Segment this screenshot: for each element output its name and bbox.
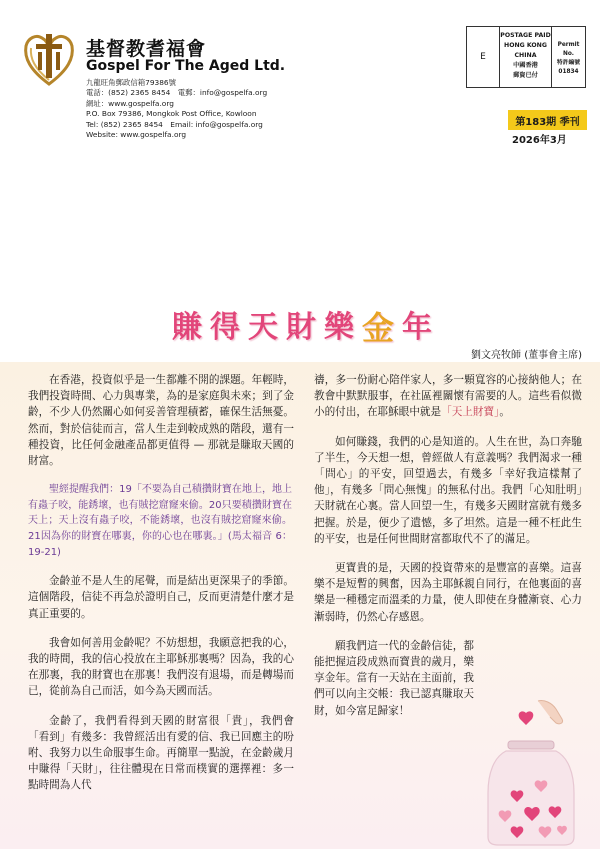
article-paragraph: 在香港，投資似乎是一生都離不開的課題。年輕時，我們投資時間、心力與專業，為的是家庭與未來；到了金齡，不少人仍然關心如何妥善管理積蓄，確保生活無憂。然而，對於信徒而言，當人生走到較成熟的階段，還有一種投資，比任何金融產品都更值得 — 那就是賺取天國的財富。 (28, 374, 294, 468)
organization-name-zh: 基督教耆福會 (86, 38, 207, 60)
heavenly-treasure-highlight: 「天上財寶」 (441, 406, 500, 419)
title-char: 得 (210, 310, 240, 345)
address-line: 九龍旺角郵政信箱79386號 (86, 78, 177, 87)
closing-paragraph: 願我們這一代的金齡信徒，都能把握這段成熟而寶貴的歲月，樂享金年。當有一天站在主面前，我們可以向主交帳：我已認真賺取天財，如今富足歸家！ (314, 639, 474, 717)
article-title (168, 304, 440, 346)
article-paragraph: 金齡並不是人生的尾聲，而是結出更深果子的季節。這個階段，信徒不再急於證明自己，反而更清楚什麼才是真正重要的。 (28, 575, 294, 620)
address-line: 電話：(852) 2365 8454 電郵：info@gospelfa.org (86, 88, 268, 98)
paragraph-text: 。 (499, 406, 510, 419)
article-paragraph (314, 372, 582, 421)
title-char: 年 (402, 310, 432, 345)
organization-name-en: Gospel For The Aged Ltd. (86, 58, 286, 74)
heart-jar-icon (478, 697, 580, 847)
article-column-right (314, 372, 582, 732)
scripture-quote: 聖經提醒我們：19「不要為自己積攢財寶在地上，地上有蟲子咬，能銹壞，也有賊挖窟窿來偷。20只要積攢財寶在天上；天上沒有蟲子咬，不能銹壞，也沒有賊挖窟窿來偷。21因為你的財寶在哪裏，你的心也在哪裏。」(馬太福音 6：19-21) (28, 484, 292, 558)
address-line: 網址：www.gospelfa.org (86, 98, 174, 108)
postage-line: HONG KONG (504, 42, 547, 49)
organization-logo-icon (22, 30, 76, 86)
address-line: Website: www.gospelfa.org (86, 130, 187, 140)
postage-paid-stamp (466, 26, 586, 88)
postage-line: 中國香港 (513, 62, 538, 69)
address-line: P.O. Box 79386, Mongkok Post Office, Kowloon (86, 109, 257, 119)
permit-line: 01834 (558, 69, 579, 75)
paragraph-text: 禱，多一份耐心陪伴家人，多一顆寬容的心接納他人；在教會中默默服事，在社區裡關懷有需要的人。這些看似微小的付出，在耶穌眼中就是 (314, 374, 582, 419)
postage-mark: E (467, 27, 500, 87)
postage-permit (552, 27, 585, 87)
article-paragraph: 我會如何善用金齡呢？不妨想想，我願意把我的心，我的時間，我的信心投放在主耶穌那裏嗎？因為，我的心在那裏，我的財寶也在那裏！我們沒有退場，而是轉場而已，從前為自己而活，如今為天國而活。 (28, 636, 294, 698)
title-char: 財 (286, 310, 316, 345)
title-char: 金 (362, 309, 395, 346)
article-paragraph: 更寶貴的是，天國的投資帶來的是豐富的喜樂。這喜樂不是短暫的興奮，因為主耶穌親自同行，在他裏面的喜樂是一種穩定而溫柔的力量，使人即使在身體漸衰、心力漸弱時，仍然心存感恩。 (314, 562, 582, 623)
postage-line: POSTAGE PAID (500, 32, 551, 39)
issue-number-badge: 第183期 季刊 (508, 110, 587, 130)
article-paragraph: 如何賺錢，我們的心是知道的。人生在世，為口奔馳了半生，今天想一想，曾經做人有意義嗎？我們渴求一種「問心」的平安，回望過去，有幾多「幸好我這樣幫了他」，有幾多「問心無愧」的無私付出。我們「心知肚明」天財就在心裏。當人回望一生，有幾多天國財富就有幾多把握。於是，便少了遺憾，多了坦然。這是一種不枉此生的平安，也是任何世間財富都取代不了的滿足。 (314, 435, 582, 545)
postage-paid-text (500, 27, 552, 87)
permit-line: Permit No. (557, 42, 580, 57)
issue-date: 2026年3月 (512, 135, 567, 146)
postage-line: 郵資已付 (513, 72, 538, 79)
postage-line: CHINA (514, 52, 537, 59)
title-char: 天 (248, 310, 278, 345)
article-paragraph: 金齡了，我們看得到天國的財富很「貴」，我們會「看到」有幾多：我曾經活出有愛的信、我已回應主的吩咐、我努力以生命服事生命。再簡單一點說，在金齡歲月中賺得「天財」，往往體現在日常而樸實的選擇裡：多一點時間為人代 (28, 714, 294, 792)
address-line: Tel: (852) 2365 8454 Email: info@gospelfa.org (86, 119, 263, 129)
title-char: 樂 (324, 310, 354, 345)
article-author: 劉文亮牧師 (董事會主席) (471, 350, 582, 361)
permit-line: 特許編號 (556, 60, 581, 66)
contact-address-block (86, 78, 316, 140)
article-column-left (28, 372, 294, 807)
title-char: 賺 (172, 310, 202, 345)
